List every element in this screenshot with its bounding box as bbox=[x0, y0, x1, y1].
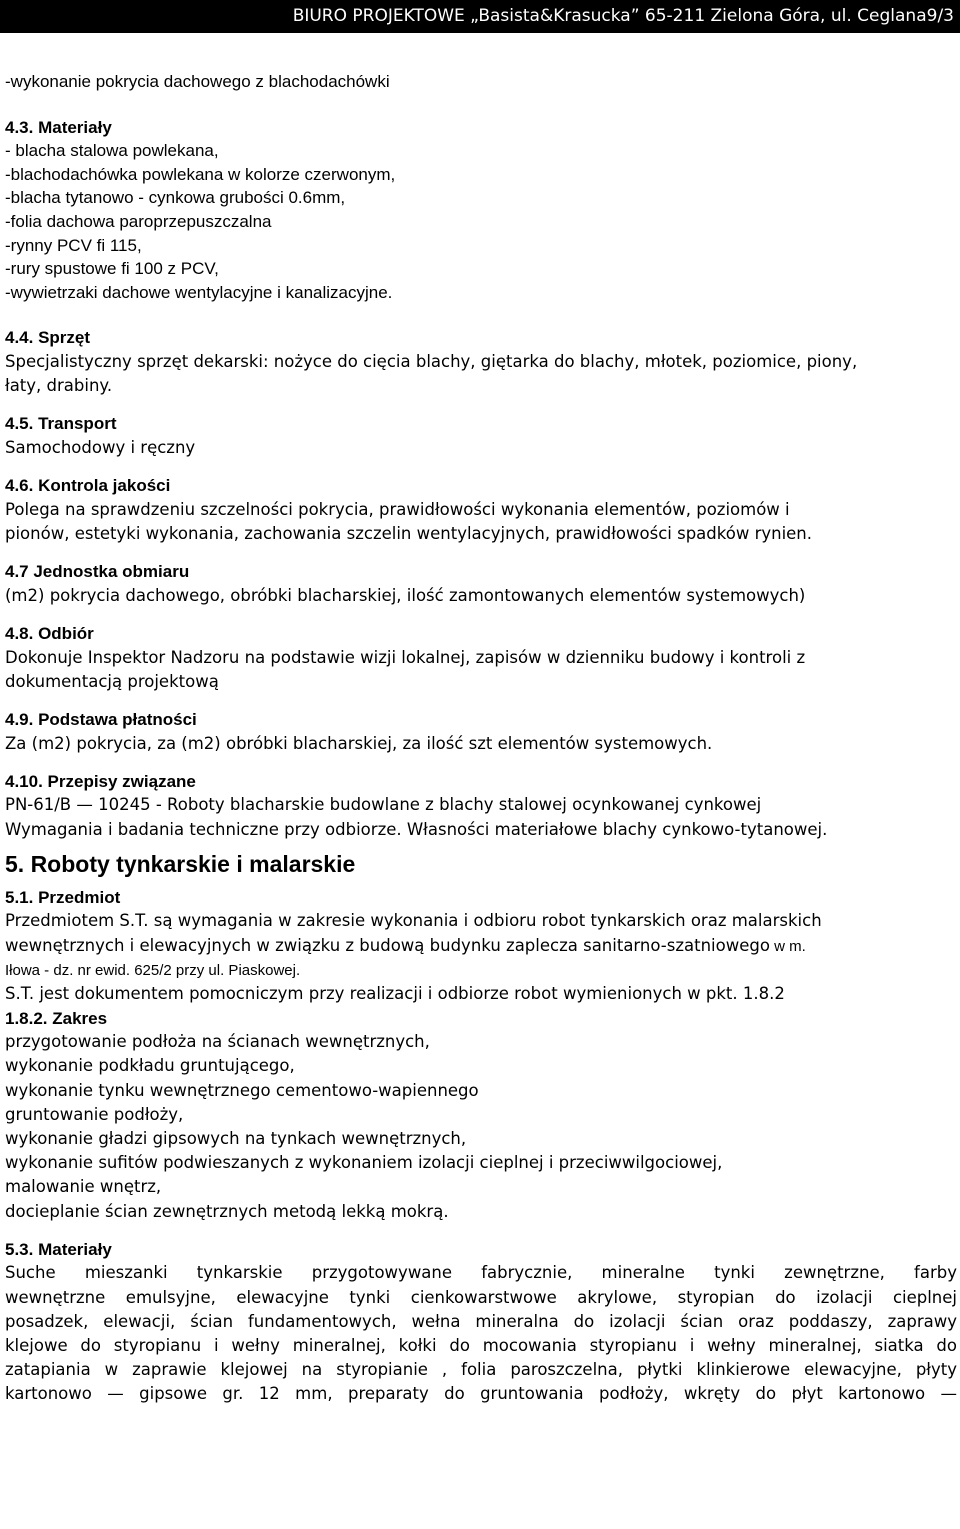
paragraph-line: klejowe do styropianu i wełny mineralnej, kołki do mocowania styropianu i wełny mineralnej, siatka do bbox=[5, 1335, 957, 1355]
section-heading-5-1: 5.1. Przedmiot bbox=[5, 887, 121, 907]
section-heading-4-5: 4.5. Transport bbox=[5, 414, 117, 434]
paragraph-line: łaty, drabiny. bbox=[5, 376, 113, 396]
list-item: -blachodachówka powlekana w kolorze czerwonym, bbox=[5, 164, 396, 184]
section-heading-4-10: 4.10. Przepisy związane bbox=[5, 771, 196, 791]
paragraph-line: wewnętrzne emulsyjne, elewacyjne tynki cienkowarstwowe akrylowe, styropian do izolacji cieplnej bbox=[5, 1287, 957, 1307]
section-heading-4-4: 4.4. Sprzęt bbox=[5, 328, 91, 348]
paragraph-line: PN-61/B — 10245 - Roboty blacharskie budowlane z blachy stalowej ocynkowanej cynkowej bbox=[5, 795, 762, 815]
paragraph-line: Polega na sprawdzeniu szczelności pokrycia, prawidłowości wykonania elementów, poziomów i bbox=[5, 499, 790, 519]
list-item: -rury spustowe fi 100 z PCV, bbox=[5, 259, 219, 279]
paragraph-line: posadzek, elewacji, ścian fundamentowych, wełna mineralna do izolacji ścian oraz poddaszy, zaprawy bbox=[5, 1311, 957, 1331]
paragraph-line: pionów, estetyki wykonania, zachowania szczelin wentylacyjnych, prawidłowości spadków rynien. bbox=[5, 523, 813, 543]
scope-line: -wykonanie pokrycia dachowego z blachodachówki bbox=[5, 72, 390, 91]
document-body bbox=[5, 70, 957, 1407]
list-item: docieplanie ścian zewnętrznych metodą lekką mokrą. bbox=[5, 1201, 449, 1221]
paragraph-text-tail: w m. bbox=[769, 937, 806, 955]
list-item: wykonanie gładzi gipsowych na tynkach wewnętrznych, bbox=[5, 1128, 467, 1148]
page-header: BIURO PROJEKTOWE „Basista&Krasucka” 65-211 Zielona Góra, ul. Ceglana9/3 bbox=[0, 0, 960, 33]
paragraph-line: S.T. jest dokumentem pomocniczym przy realizacji i odbiorze robot wymienionych w pkt. 1.8.2 bbox=[5, 984, 785, 1004]
paragraph-line: Za (m2) pokrycia, za (m2) obróbki blacharskiej, za ilość szt elementów systemowych. bbox=[5, 733, 713, 753]
section-heading-4-6: 4.6. Kontrola jakości bbox=[5, 476, 171, 496]
list-item: - blacha stalowa powlekana, bbox=[5, 141, 219, 161]
list-item: -wywietrzaki dachowe wentylacyjne i kanalizacyjne. bbox=[5, 282, 393, 302]
section-heading-4-8: 4.8. Odbiór bbox=[5, 623, 94, 643]
paragraph-line: Specjalistyczny sprzęt dekarski: nożyce do cięcia blachy, giętarka do blachy, młotek, poziomice, piony, bbox=[5, 351, 858, 371]
paragraph-line: Przedmiotem S.T. są wymagania w zakresie wykonania i odbioru robot tynkarskich oraz malarskich bbox=[5, 911, 822, 931]
list-item: wykonanie sufitów podwieszanych z wykonaniem izolacji cieplnej i przeciwwilgociowej, bbox=[5, 1153, 723, 1173]
section-heading-5-3: 5.3. Materiały bbox=[5, 1239, 112, 1259]
section-heading-4-3: 4.3. Materiały bbox=[5, 117, 112, 137]
paragraph-line: kartonowo — gipsowe gr. 12 mm, preparaty do gruntowania podłoży, wkręty do płyt kartonowo — bbox=[5, 1384, 957, 1404]
paragraph-line: Iłowa - dz. nr ewid. 625/2 przy ul. Piaskowej. bbox=[5, 961, 301, 979]
chapter-heading-5: 5. Roboty tynkarskie i malarskie bbox=[5, 850, 356, 877]
paragraph-line: Wymagania i badania techniczne przy odbiorze. Własności materiałowe blachy cynkowo-tytanowej. bbox=[5, 819, 828, 839]
paragraph-line: Samochodowy i ręczny bbox=[5, 437, 196, 457]
section-heading-4-9: 4.9. Podstawa płatności bbox=[5, 709, 197, 729]
list-item: wykonanie podkładu gruntującego, bbox=[5, 1056, 295, 1076]
list-item: -rynny PCV fi 115, bbox=[5, 235, 142, 255]
list-item: wykonanie tynku wewnętrznego cementowo-wapiennego bbox=[5, 1080, 479, 1100]
paragraph-line: (m2) pokrycia dachowego, obróbki blacharskiej, ilość zamontowanych elementów systemowych) bbox=[5, 585, 806, 605]
paragraph-text: wewnętrznych i elewacyjnych w związku z budową budynku zaplecza sanitarno-szatniowego bbox=[5, 935, 770, 955]
paragraph-line: zatapiania w zaprawie klejowej na styropianie , folia paroszczelna, płytki klinkierowe elewacyjne, płyty bbox=[5, 1360, 957, 1380]
section-heading-4-7: 4.7 Jednostka obmiaru bbox=[5, 562, 190, 582]
list-item: malowanie wnętrz, bbox=[5, 1177, 162, 1197]
paragraph-line: Suche mieszanki tynkarskie przygotowywane fabrycznie, mineralne tynki zewnętrzne, farby bbox=[5, 1263, 957, 1283]
list-item: przygotowanie podłoża na ścianach wewnętrznych, bbox=[5, 1032, 430, 1052]
list-item: gruntowanie podłoży, bbox=[5, 1104, 184, 1124]
paragraph-line bbox=[5, 934, 957, 959]
paragraph-line: dokumentacją projektową bbox=[5, 671, 219, 691]
section-heading-1-8-2: 1.8.2. Zakres bbox=[5, 1008, 108, 1028]
list-item: -folia dachowa paroprzepuszczalna bbox=[5, 211, 272, 231]
list-item: -blacha tytanowo - cynkowa grubości 0.6mm, bbox=[5, 188, 346, 208]
paragraph-line: Dokonuje Inspektor Nadzoru na podstawie wizji lokalnej, zapisów w dzienniku budowy i kontroli z bbox=[5, 647, 806, 667]
